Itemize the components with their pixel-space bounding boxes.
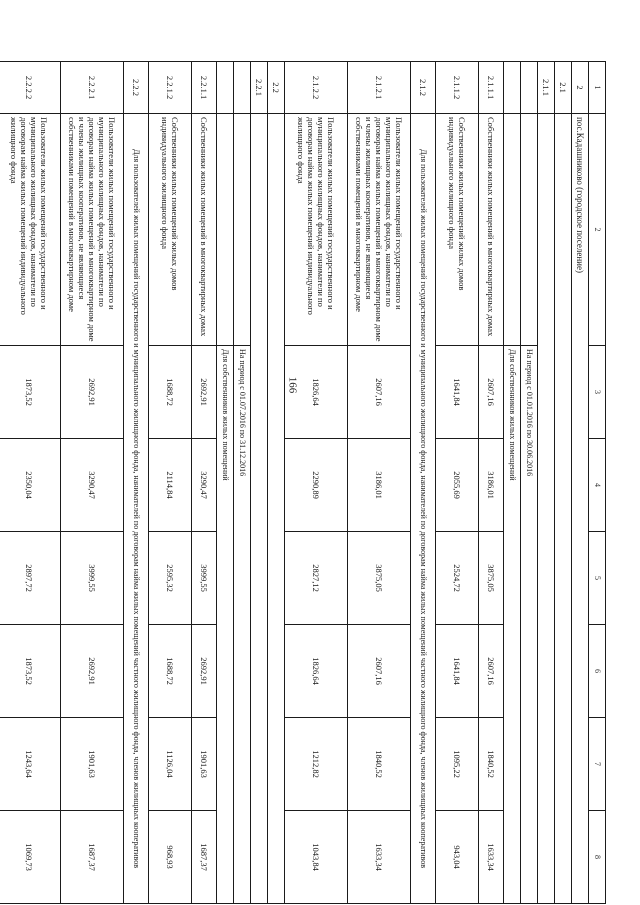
row-number — [521, 62, 538, 114]
tariff-value: 2114,84 — [149, 439, 192, 532]
tariff-row — [149, 62, 192, 904]
empty-cell — [504, 114, 521, 346]
period-row — [521, 62, 538, 904]
tariff-value: 3875,05 — [348, 532, 411, 625]
row-number: 2.1.2.1 — [348, 62, 411, 114]
tariff-value: 2607,16 — [479, 346, 504, 439]
tariff-value: 1826,64 — [285, 346, 348, 439]
tariff-value: 2692,91 — [192, 625, 217, 718]
category-label: Для пользователей жилых помещений государственного и муниципального жилищного фонда, нанимателей по договорам найма жилых помещений частного жилищного фонда, членов жилищных кооперативов — [411, 114, 436, 904]
column-number: 7 — [589, 718, 606, 811]
tariff-value: 3290,47 — [192, 439, 217, 532]
rotated-page-content — [8, 61, 606, 903]
tariff-value: 1043,84 — [285, 811, 348, 904]
empty-cell — [538, 114, 555, 904]
section-row — [555, 62, 572, 904]
column-number: 2 — [589, 114, 606, 346]
tariff-row — [348, 62, 411, 904]
category-row — [124, 62, 149, 904]
period-label: На период с 01.07.2016 по 31.12.2016 — [234, 346, 251, 904]
tariff-value: 968,93 — [149, 811, 192, 904]
tariff-value: 1687,37 — [192, 811, 217, 904]
category-label: Для пользователей жилых помещений государственного и муниципального жилищного фонда, нанимателей по договорам найма жилых помещений частного жилищного фонда, членов жилищных кооперативов — [124, 114, 149, 904]
tariff-value: 2607,16 — [348, 625, 411, 718]
tariff-value: 2692,91 — [61, 346, 124, 439]
consumer-category: Собственники жилых помещений жилых домов индивидуального жилищного фонда — [149, 114, 192, 346]
row-number — [504, 62, 521, 114]
period-row — [504, 62, 521, 904]
tariff-value: 1687,37 — [61, 811, 124, 904]
tariff-value: 2350,04 — [0, 439, 61, 532]
empty-cell — [234, 114, 251, 346]
tariff-value: 3875,05 — [479, 532, 504, 625]
empty-cell — [521, 114, 538, 346]
row-number: 2.1.2.2 — [285, 62, 348, 114]
column-number: 1 — [589, 62, 606, 114]
period-label: Для собственников жилых помещений — [217, 346, 234, 904]
tariff-row — [192, 62, 217, 904]
tariff-value: 3186,01 — [348, 439, 411, 532]
column-number: 5 — [589, 532, 606, 625]
tariff-value: 2607,16 — [348, 346, 411, 439]
tariff-value: 2692,91 — [61, 625, 124, 718]
settlement-name: пос.Кадашниково (городское поселение) — [572, 114, 589, 904]
tariff-value: 1688,72 — [149, 346, 192, 439]
consumer-category: Собственники жилых помещений в многоквартирных домах — [479, 114, 504, 346]
consumer-category: Собственники жилых помещений жилых домов индивидуального жилищного фонда — [436, 114, 479, 346]
row-number: 2.1.1.2 — [436, 62, 479, 114]
tariff-value: 2692,91 — [192, 346, 217, 439]
consumer-category: Пользователи жилых помещений государственного и муниципального жилищных фондов, наниматели по договорам найма жилых помещений в многоквартирном доме и члены жилищных кооперативов, не являющиеся собственниками помещений в многоквартирном доме — [348, 114, 411, 346]
tariff-table — [0, 61, 606, 904]
row-number: 2.2.2.2 — [0, 62, 61, 114]
row-number: 2.1.1.1 — [479, 62, 504, 114]
column-number: 6 — [589, 625, 606, 718]
tariff-value: 1095,22 — [436, 718, 479, 811]
empty-cell — [251, 114, 268, 904]
tariff-value: 1641,84 — [436, 346, 479, 439]
tariff-value: 943,04 — [436, 811, 479, 904]
row-number: 2.2.1 — [251, 62, 268, 114]
row-number: 2.2.2 — [124, 62, 149, 114]
tariff-value: 1126,04 — [149, 718, 192, 811]
section-row — [251, 62, 268, 904]
row-number: 2.2.2.1 — [61, 62, 124, 114]
empty-cell — [555, 114, 572, 904]
period-row — [234, 62, 251, 904]
tariff-value: 2055,69 — [436, 439, 479, 532]
consumer-category: Пользователи жилых помещений государственного и муниципального жилищных фондов, наниматели по договорам найма жилых помещений индивидуального жилищного фонда — [285, 114, 348, 346]
period-row — [217, 62, 234, 904]
tariff-value: 1243,64 — [0, 718, 61, 811]
page-number: 166 — [286, 376, 298, 394]
column-number: 3 — [589, 346, 606, 439]
tariff-value: 2897,72 — [0, 532, 61, 625]
tariff-value: 1633,34 — [479, 811, 504, 904]
tariff-row — [0, 62, 61, 904]
tariff-value: 1826,64 — [285, 625, 348, 718]
tariff-value: 2827,12 — [285, 532, 348, 625]
row-number: 2.1 — [555, 62, 572, 114]
row-number: 2.2 — [268, 62, 285, 114]
section-row — [538, 62, 555, 904]
tariff-value: 1688,72 — [149, 625, 192, 718]
tariff-value: 1873,52 — [0, 625, 61, 718]
period-label: Для собственников жилых помещений — [504, 346, 521, 904]
settlement-row — [572, 62, 589, 904]
category-row — [411, 62, 436, 904]
section-row — [268, 62, 285, 904]
row-number: 2.1.1 — [538, 62, 555, 114]
tariff-value: 1901,63 — [192, 718, 217, 811]
row-number: 2.2.1.2 — [149, 62, 192, 114]
period-label: На период с 01.01.2016 по 30.06.2016 — [521, 346, 538, 904]
row-number: 2 — [572, 62, 589, 114]
tariff-value: 3186,01 — [479, 439, 504, 532]
tariff-row — [436, 62, 479, 904]
tariff-value: 2607,16 — [479, 625, 504, 718]
consumer-category: Собственники жилых помещений в многоквартирных домах — [192, 114, 217, 346]
tariff-value: 1633,34 — [348, 811, 411, 904]
tariff-value: 2595,32 — [149, 532, 192, 625]
tariff-value: 1212,82 — [285, 718, 348, 811]
tariff-value: 1840,52 — [479, 718, 504, 811]
tariff-value: 3290,47 — [61, 439, 124, 532]
tariff-row — [61, 62, 124, 904]
row-number: 2.2.1.1 — [192, 62, 217, 114]
tariff-row — [479, 62, 504, 904]
tariff-value: 3999,55 — [61, 532, 124, 625]
tariff-value: 1873,52 — [0, 346, 61, 439]
consumer-category: Пользователи жилых помещений государственного и муниципального жилищных фондов, наниматели по договорам найма жилых помещений в многоквартирном доме и члены жилищных кооперативов, не являющиеся собственниками помещений в многоквартирном доме — [61, 114, 124, 346]
tariff-value: 2290,89 — [285, 439, 348, 532]
column-number: 8 — [589, 811, 606, 904]
tariff-value: 1901,63 — [61, 718, 124, 811]
empty-cell — [217, 114, 234, 346]
tariff-row — [285, 62, 348, 904]
empty-cell — [268, 114, 285, 904]
tariff-value: 3999,55 — [192, 532, 217, 625]
row-number: 2.1.2 — [411, 62, 436, 114]
row-number — [217, 62, 234, 114]
tariff-value: 1840,52 — [348, 718, 411, 811]
column-number: 4 — [589, 439, 606, 532]
tariff-value: 1641,84 — [436, 625, 479, 718]
tariff-value: 1069,73 — [0, 811, 61, 904]
column-number-row — [589, 62, 606, 904]
row-number — [234, 62, 251, 114]
consumer-category: Пользователи жилых помещений государственного и муниципального жилищных фондов, наниматели по договорам найма жилых помещений индивидуального жилищного фонда — [0, 114, 61, 346]
tariff-value: 2524,72 — [436, 532, 479, 625]
